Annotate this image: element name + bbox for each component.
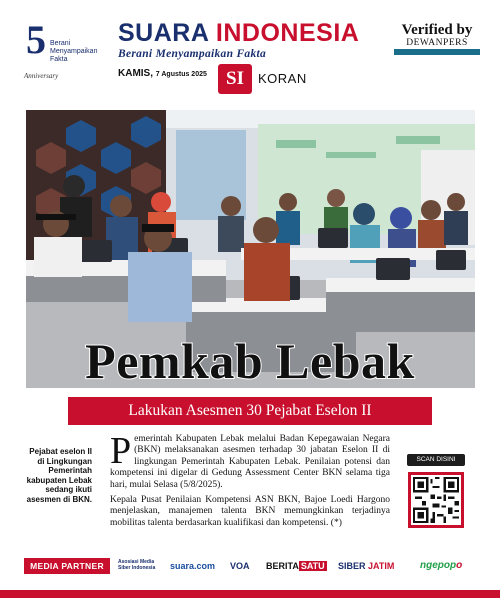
paragraph-1-text: emerintah Kabupaten Lebak melalui Badan Kepegawaian Negara (BKN) melaksanakan asesmen terhadap 30 jabatan Eselon II di lingkungan Pemerintah Kabupaten Lebak. Penilaian potensi dan kompetensi ini digelar di Gedung Assessment Center BKN selama tiga hari, mulai Selasa (5/8/2025).	[110, 434, 390, 490]
siberjatim-part1: SIBER	[338, 561, 366, 571]
headline: Pemkab Lebak	[85, 333, 415, 389]
partner-suara[interactable]: suara.com	[170, 561, 216, 571]
ngepop-part2: o	[456, 560, 463, 571]
dropcap-letter: P	[110, 430, 132, 472]
qr-code-icon	[413, 477, 459, 523]
issue-date-text: 7 Agustus 2025	[155, 71, 207, 78]
anniversary-tagline: Berani Menyampaikan Fakta	[50, 40, 98, 63]
issue-date	[118, 68, 207, 79]
dewanpers-line: DEWANPERS	[406, 38, 468, 48]
si-logo-badge: SI	[218, 64, 252, 94]
masthead-tagline: Berani Menyampaikan Fakta	[118, 48, 267, 60]
masthead-indonesia: INDONESIA	[215, 19, 360, 47]
partner-ngepop[interactable]	[420, 559, 462, 573]
ngepop-part1: ngepop	[420, 560, 457, 571]
partner-voa[interactable]: VOA	[230, 561, 250, 571]
verified-line: Verified by	[401, 22, 473, 38]
article-paragraph-2: Kepala Pusat Penilaian Kompetensi ASN BKN, Bajoe Loedi Hargono menjelaskan, manajemen talenta BKN memungkinkan terjadinya mobilitas talenta berdasarkan kualifikasi dan kompetensi. (*)	[110, 495, 390, 528]
beritasatu-part1: BERITA	[266, 561, 299, 571]
anniversary-logo	[20, 18, 100, 80]
subheadline: Lakukan Asesmen 30 Pejabat Eselon II	[68, 397, 432, 425]
partner-amsi[interactable]: Asosiasi Media Siber Indonesia	[118, 559, 156, 571]
beritasatu-part2: SATU	[300, 561, 325, 571]
siberjatim-part2: JATIM	[368, 561, 395, 571]
bottom-red-bar	[0, 590, 500, 598]
photo-caption: Pejabat eselon II di Lingkungan Pemerintah kabupaten Lebak sedang ikuti asesmen di BKN.	[26, 447, 92, 504]
article-body	[110, 430, 390, 529]
article-paragraph-1	[110, 430, 390, 491]
anniversary-sub: Anniversary	[24, 72, 59, 80]
masthead-suara: SUARA	[118, 19, 209, 47]
anniversary-number: 5	[26, 17, 46, 62]
partner-siberjatim[interactable]	[338, 559, 394, 573]
media-partner-bar	[0, 556, 500, 578]
edition-label: KORAN	[258, 71, 307, 86]
newspaper-masthead	[118, 20, 373, 60]
scan-here-label: SCAN DISINI	[407, 454, 465, 466]
partner-beritasatu[interactable]	[266, 559, 327, 573]
verified-badge	[394, 22, 480, 55]
media-partner-label: MEDIA PARTNER	[24, 558, 110, 574]
qr-code[interactable]	[408, 472, 464, 528]
issue-day: KAMIS,	[118, 68, 153, 79]
masthead-header	[0, 0, 500, 104]
verified-strip	[394, 49, 480, 55]
